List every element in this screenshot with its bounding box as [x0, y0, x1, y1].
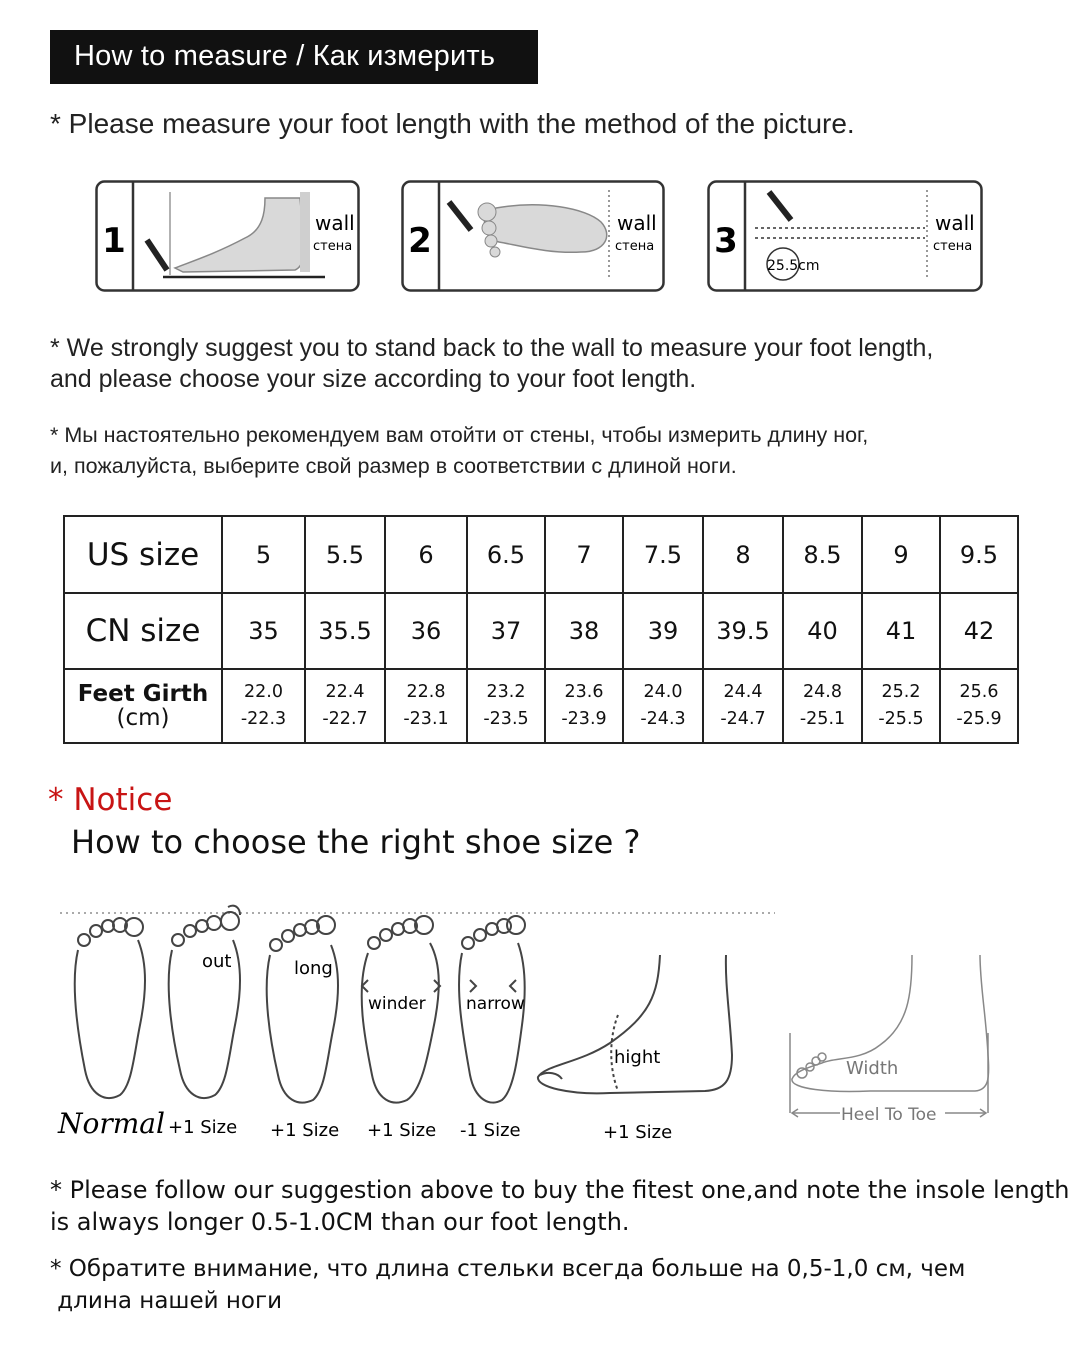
step-number: 1 [102, 221, 126, 261]
cn-size-cell: 37 [467, 593, 545, 669]
step-2-panel [401, 180, 665, 292]
girth-to: -25.5 [878, 709, 924, 729]
foot-high-size: +1 Size [603, 1122, 673, 1143]
suggest-en-line-2: and please choose your size according to your foot length. [50, 365, 697, 393]
step-1-panel [95, 180, 360, 292]
foot-normal-label: Normal [58, 1107, 165, 1140]
cn-size-row [64, 593, 1018, 669]
girth-from: 22.8 [406, 682, 446, 702]
girth-to: -24.7 [720, 709, 766, 729]
us-size-cell: 7.5 [623, 516, 703, 593]
foot-long-label: long [294, 958, 333, 979]
wall-label: wall [935, 211, 975, 235]
cn-size-label: CN size [64, 593, 222, 669]
foot-out-size: +1 Size [168, 1117, 238, 1138]
feet-girth-row [64, 669, 1018, 743]
girth-cell [940, 669, 1018, 743]
girth-to: -22.3 [240, 709, 287, 729]
girth-cell [545, 669, 623, 743]
page-title: How to measure / Как измерить [74, 40, 496, 72]
girth-to: -25.1 [799, 709, 846, 729]
wall-label: wall [617, 211, 657, 235]
us-size-row [64, 516, 1018, 593]
page-title-bar [50, 30, 538, 84]
girth-from: 22.0 [244, 682, 283, 702]
cn-size-cell: 38 [545, 593, 623, 669]
girth-from: 23.2 [486, 682, 526, 702]
girth-from: 24.0 [643, 682, 683, 702]
wall-label: wall [315, 211, 355, 235]
us-size-cell: 7 [545, 516, 623, 593]
girth-cell [703, 669, 783, 743]
measure-label: 25.5cm [767, 258, 820, 274]
foot-narrow-size: -1 Size [460, 1120, 521, 1141]
suggest-en [50, 333, 933, 395]
foot-out-label: out [202, 951, 232, 972]
feet-girth-unit: (cm) [116, 705, 170, 731]
footer-en-line-1: * Please follow our suggestion above to buy the fitest one,and note the insole length [50, 1176, 1070, 1204]
girth-to: -24.3 [640, 709, 686, 729]
us-size-cell: 5.5 [305, 516, 385, 593]
wall-label-ru: стена [933, 239, 973, 254]
foot-high-instep-icon [538, 955, 732, 1093]
us-size-cell: 9 [862, 516, 940, 593]
girth-to: -23.9 [561, 709, 607, 729]
foot-long-icon [267, 916, 338, 1103]
cn-size-cell: 41 [862, 593, 940, 669]
suggest-ru-line-2: и, пожалуйста, выберите свой размер в соответствии с длиной ноги. [50, 454, 737, 478]
girth-cell [862, 669, 940, 743]
girth-from: 24.8 [803, 682, 842, 702]
footer-ru [50, 1253, 965, 1317]
wall-label-ru: стена [615, 239, 655, 254]
notice-label: * Notice [48, 782, 173, 818]
girth-to: -25.9 [956, 709, 1002, 729]
foot-width-label: Width [846, 1058, 899, 1079]
girth-cell [385, 669, 467, 743]
suggest-ru-line-1: * Мы настоятельно рекомендуем вам отойти от стены, чтобы измерить длину ног, [50, 423, 869, 447]
us-size-cell: 8.5 [783, 516, 862, 593]
us-size-cell: 8 [703, 516, 783, 593]
girth-to: -22.7 [322, 709, 368, 729]
suggest-ru [50, 420, 868, 482]
footer-en [50, 1174, 1069, 1238]
wall-label-ru: стена [313, 239, 353, 254]
girth-to: -23.1 [403, 709, 449, 729]
foot-normal-icon [75, 918, 145, 1098]
girth-cell [467, 669, 545, 743]
us-size-label: US size [64, 516, 222, 593]
intro-text: * Please measure your foot length with the method of the picture. [50, 108, 855, 139]
foot-types-illustration [50, 895, 1010, 1155]
cn-size-cell: 42 [940, 593, 1018, 669]
cn-size-cell: 35 [222, 593, 305, 669]
girth-from: 22.4 [325, 682, 365, 702]
foot-long-size: +1 Size [270, 1120, 340, 1141]
girth-from: 24.4 [723, 682, 763, 702]
girth-from: 25.6 [959, 682, 999, 702]
girth-cell [623, 669, 703, 743]
cn-size-cell: 39 [623, 593, 703, 669]
foot-out-icon [169, 906, 240, 1098]
cn-size-cell: 35.5 [305, 593, 385, 669]
feet-girth-title: Feet Girth [77, 681, 209, 707]
cn-size-cell: 40 [783, 593, 862, 669]
foot-wide-label: winder [368, 994, 426, 1014]
footer-ru-line-1: * Обратите внимание, что длина стельки всегда больше на 0,5-1,0 см, чем [50, 1256, 966, 1282]
girth-cell [222, 669, 305, 743]
footer-en-line-2: is always longer 0.5-1.0CM than our foot length. [50, 1208, 630, 1236]
us-size-cell: 5 [222, 516, 305, 593]
foot-wide-size: +1 Size [367, 1120, 437, 1141]
us-size-cell: 6 [385, 516, 467, 593]
girth-from: 23.6 [564, 682, 604, 702]
foot-narrow-label: narrow [466, 994, 525, 1014]
step-number: 2 [408, 221, 432, 261]
suggest-en-line-1: * We strongly suggest you to stand back to the wall to measure your foot length, [50, 334, 934, 362]
notice-question: How to choose the right shoe size ? [71, 823, 641, 861]
girth-cell [783, 669, 862, 743]
step-3-panel [707, 180, 983, 292]
us-size-cell: 6.5 [467, 516, 545, 593]
cn-size-cell: 39.5 [703, 593, 783, 669]
us-size-cell: 9.5 [940, 516, 1018, 593]
foot-width-icon [790, 955, 989, 1117]
footer-ru-line-2: длина нашей ноги [50, 1288, 283, 1314]
girth-from: 25.2 [881, 682, 921, 702]
foot-high-label: hight [614, 1047, 661, 1068]
heel-to-toe-label: Heel To Toe [841, 1105, 937, 1125]
girth-cell [305, 669, 385, 743]
cn-size-cell: 36 [385, 593, 467, 669]
girth-to: -23.5 [483, 709, 529, 729]
feet-girth-label [64, 669, 222, 743]
step-number: 3 [714, 221, 738, 261]
size-table [63, 515, 1019, 744]
